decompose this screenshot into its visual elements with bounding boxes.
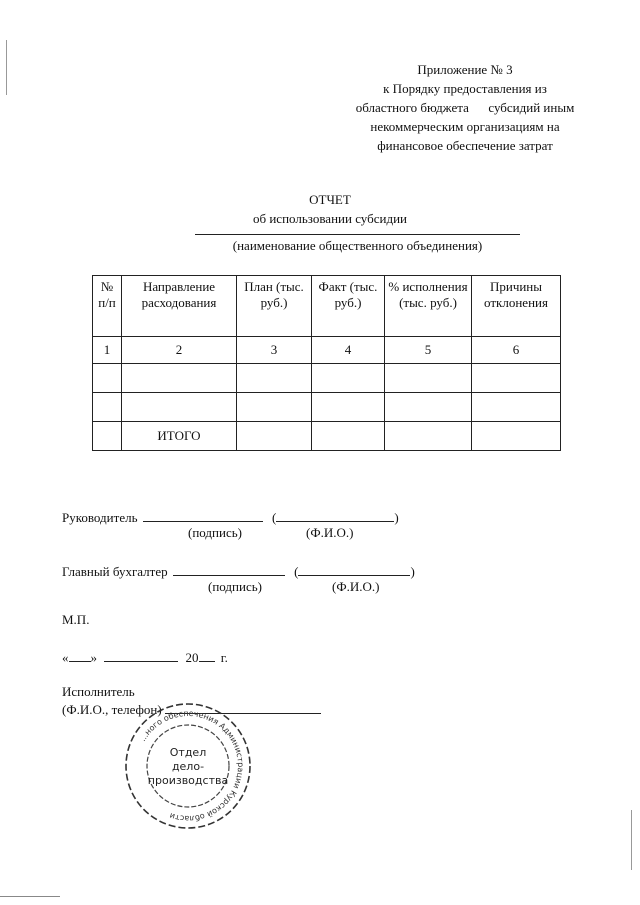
table-cell[interactable] (385, 422, 472, 451)
table-cell[interactable] (237, 393, 312, 422)
year-prefix: 20 (185, 650, 199, 665)
date-row (62, 648, 228, 666)
col-header-plan: План (тыс. руб.) (237, 276, 312, 337)
date-month-field[interactable] (104, 648, 178, 662)
table-row (93, 337, 561, 364)
official-stamp (122, 700, 254, 832)
report-title: ОТЧЕТ (309, 192, 351, 207)
table-cell[interactable] (312, 422, 385, 451)
col-header-reasons: Причины отклонения (472, 276, 561, 337)
table-cell[interactable] (237, 364, 312, 393)
appendix-line: областного бюджета субсидий иным (355, 100, 575, 115)
stamp-line: производства (147, 774, 229, 787)
head-fio-field[interactable] (276, 508, 394, 522)
table-header-row (93, 276, 561, 337)
org-name-field[interactable] (195, 234, 520, 254)
table-cell[interactable] (385, 393, 472, 422)
total-label: ИТОГО (122, 422, 237, 451)
appendix-header (330, 60, 600, 155)
col-number: 4 (312, 337, 385, 364)
executor-hint: (Ф.И.О., телефон) (62, 702, 162, 717)
table-cell[interactable] (122, 364, 237, 393)
accountant-signature-field[interactable] (173, 562, 285, 576)
head-signature-row (62, 508, 399, 526)
table-cell[interactable] (385, 364, 472, 393)
date-quote-open: « (62, 650, 69, 665)
accountant-signature-row (62, 562, 415, 580)
col-number: 1 (93, 337, 122, 364)
accountant-label: Главный бухгалтер (62, 564, 168, 579)
date-quote-close: » (90, 650, 97, 665)
appendix-line: финансовое обеспечение затрат (377, 138, 553, 153)
table-cell[interactable] (93, 422, 122, 451)
paren-open: ( (294, 564, 299, 579)
paren-close: ) (410, 564, 415, 579)
appendix-line: Приложение № 3 (417, 62, 513, 77)
stamp-ring-text: ...ного обеспечения Администрации Курской области (138, 708, 246, 824)
col-header-number: № п/п (93, 276, 122, 337)
accountant-sign-hint: (подпись) (208, 579, 262, 594)
margin-mark (631, 810, 632, 870)
stamp-line: Отдел (169, 746, 207, 759)
table-cell[interactable] (93, 364, 122, 393)
margin-mark (6, 40, 7, 95)
col-number: 2 (122, 337, 237, 364)
report-title-block (160, 190, 500, 228)
table-cell[interactable] (472, 364, 561, 393)
table-cell[interactable] (312, 393, 385, 422)
table-row (93, 393, 561, 422)
report-table (92, 275, 561, 451)
scan-edge-line (0, 896, 60, 897)
report-subtitle: об использовании субсидии (252, 211, 407, 226)
head-fio-hint: (Ф.И.О.) (306, 525, 354, 540)
head-signature-field[interactable] (143, 508, 263, 522)
col-header-fact: Факт (тыс. руб.) (312, 276, 385, 337)
accountant-fio-field[interactable] (298, 562, 410, 576)
table-cell[interactable] (472, 422, 561, 451)
paren-open: ( (272, 510, 277, 525)
table-total-row (93, 422, 561, 451)
date-year-field[interactable] (199, 648, 215, 662)
table-cell[interactable] (237, 422, 312, 451)
accountant-fio-hint: (Ф.И.О.) (332, 579, 380, 594)
stamp-line: дело- (171, 760, 205, 773)
paren-close: ) (394, 510, 399, 525)
table-cell[interactable] (93, 393, 122, 422)
year-suffix: г. (220, 650, 228, 665)
executor-label: Исполнитель (62, 684, 135, 699)
col-header-percent: % исполнения (тыс. руб.) (385, 276, 472, 337)
table-cell[interactable] (312, 364, 385, 393)
seal-place: М.П. (62, 612, 90, 627)
col-number: 3 (237, 337, 312, 364)
col-header-direction: Направление расходования (122, 276, 237, 337)
table-row (93, 364, 561, 393)
date-day-field[interactable] (69, 648, 91, 662)
stamp-seal-icon (122, 700, 254, 832)
table-cell[interactable] (472, 393, 561, 422)
head-sign-hint: (подпись) (188, 525, 242, 540)
org-name-hint: (наименование общественного объединения) (232, 238, 483, 253)
table-cell[interactable] (122, 393, 237, 422)
head-label: Руководитель (62, 510, 138, 525)
appendix-line: к Порядку предоставления из (383, 81, 547, 96)
col-number: 5 (385, 337, 472, 364)
appendix-line: некоммерческим организациям на (370, 119, 560, 134)
col-number: 6 (472, 337, 561, 364)
